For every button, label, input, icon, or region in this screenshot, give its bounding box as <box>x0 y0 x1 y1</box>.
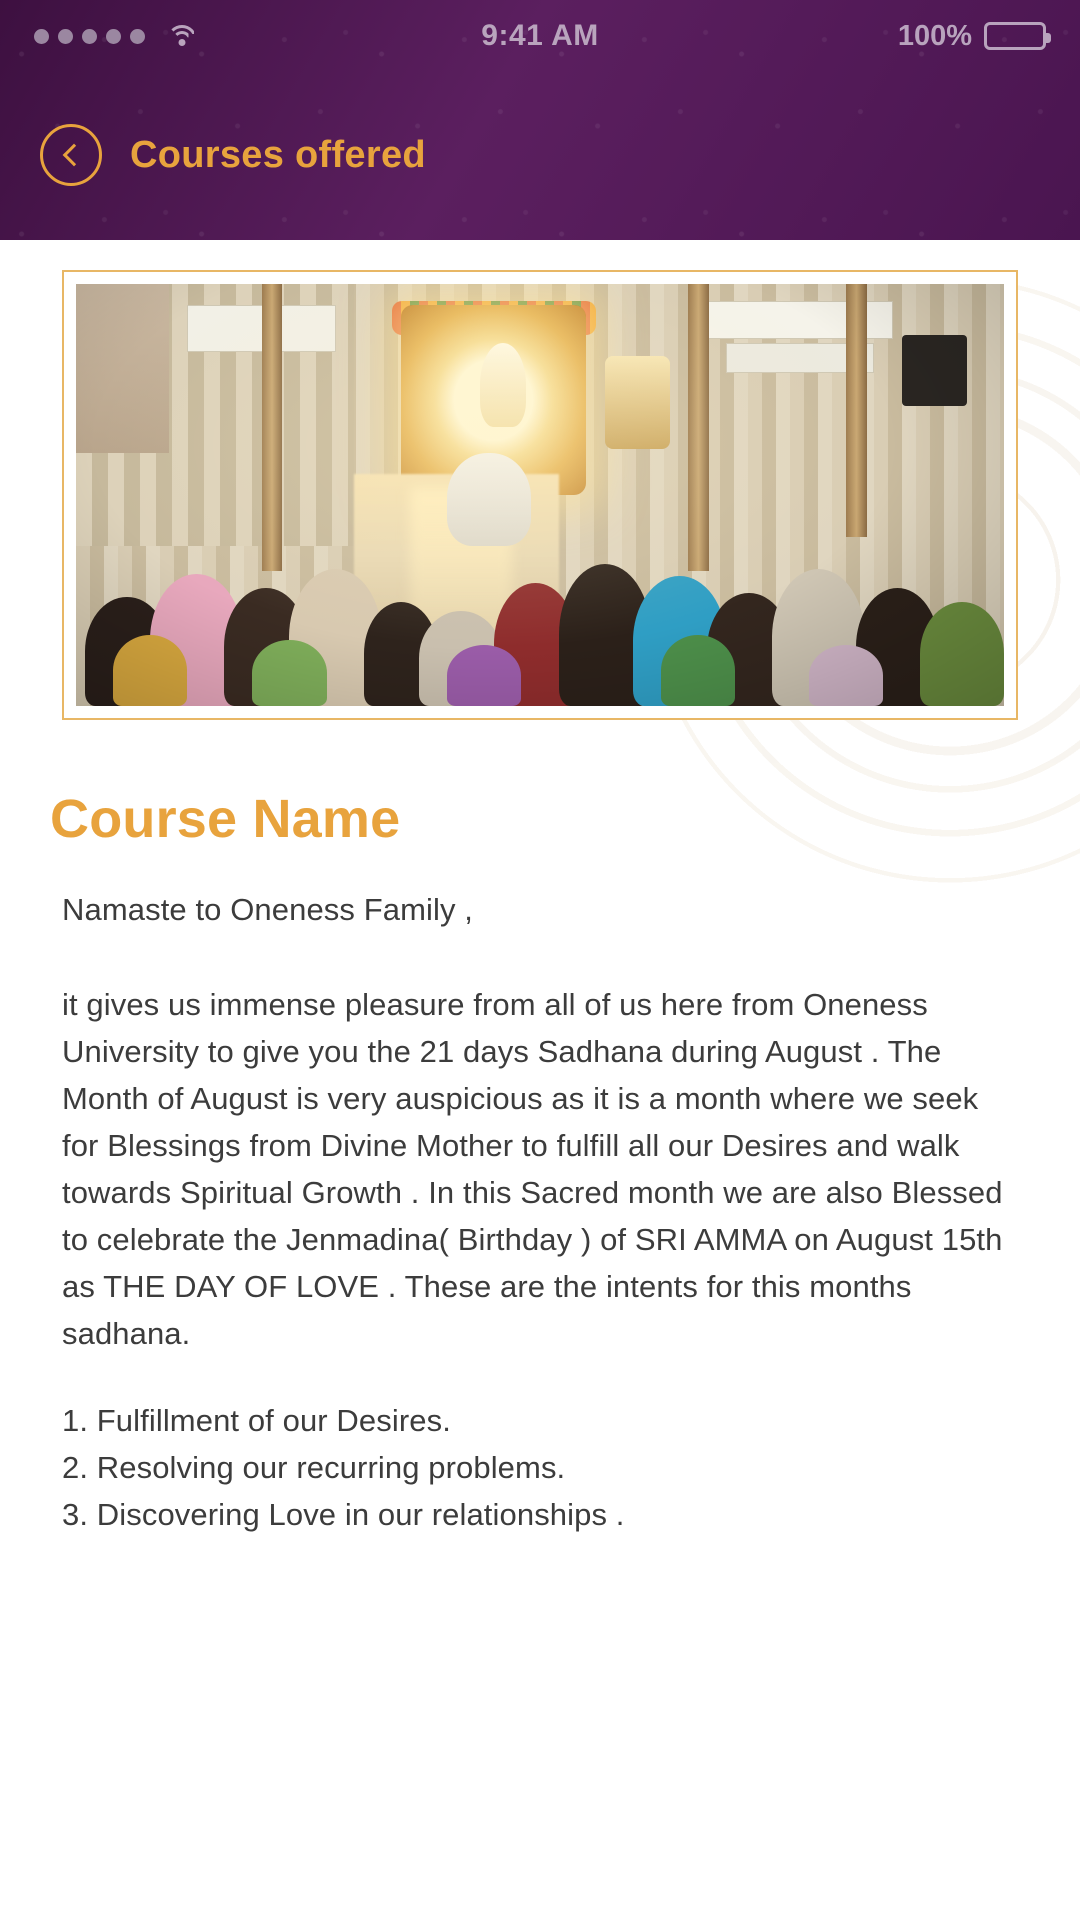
course-hero-image <box>76 284 1004 706</box>
wifi-icon <box>167 25 197 47</box>
nav-bar <box>0 72 1080 238</box>
status-bar-left <box>34 25 481 47</box>
battery-percent-label: 100% <box>897 19 973 52</box>
course-name-heading: Course Name <box>50 789 401 849</box>
course-greeting: Namaste to Oneness Family , <box>62 892 474 927</box>
chevron-left-icon <box>63 144 86 167</box>
course-description <box>62 886 1018 1538</box>
list-item: 2. Resolving our recurring problems. <box>62 1450 566 1485</box>
signal-strength-icon <box>34 29 145 44</box>
back-button[interactable] <box>40 124 102 186</box>
status-bar-right <box>599 20 1046 53</box>
course-image-frame <box>62 270 1018 720</box>
course-intents-list <box>62 1397 1018 1538</box>
battery-full-icon <box>984 22 1046 50</box>
status-bar <box>0 0 1080 72</box>
status-bar-time: 9:41 AM <box>481 19 599 52</box>
list-item: 1. Fulfillment of our Desires. <box>62 1403 451 1438</box>
course-description-paragraph: it gives us immense pleasure from all of us here from Oneness University to give you the 21 days Sadhana during August . The Month of August is very auspicious as it is a month where we seek for Blessings from Divine Mother to fulfill all our Desires and walk towards Spiritual Growth . In this Sacred month we are also Blessed to celebrate the Jenmadina( Birthday ) of SRI AMMA on August 15th as THE DAY OF LOVE . These are the intents for this months sadhana. <box>62 987 1003 1351</box>
page-title: Courses offered <box>130 133 426 176</box>
content-scroll-area[interactable] <box>0 240 1080 1920</box>
list-item: 3. Discovering Love in our relationships . <box>62 1497 625 1532</box>
header <box>0 0 1080 240</box>
